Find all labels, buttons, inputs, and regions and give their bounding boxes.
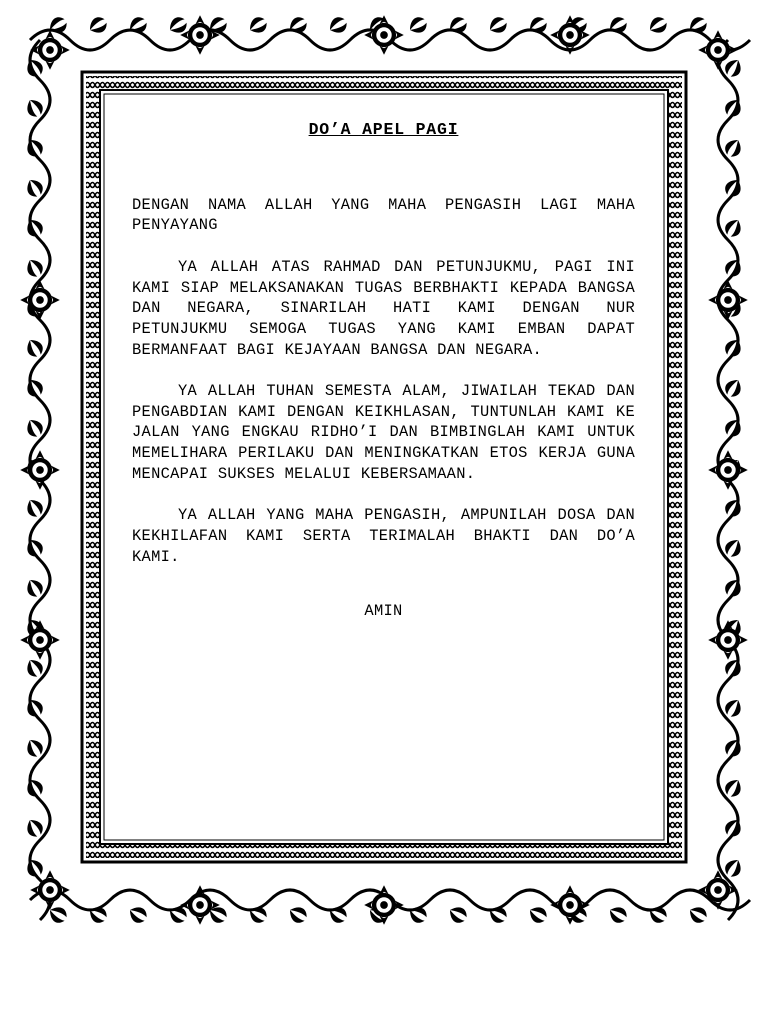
paragraph-3: YA ALLAH YANG MAHA PENGASIH, AMPUNILAH DOSA DAN KEKHILAFAN KAMI SERTA TERIMALAH BHAKTI DAN DO’A KAMI. xyxy=(132,506,635,566)
paragraph-1: YA ALLAH ATAS RAHMAD DAN PETUNJUKMU, PAGI INI KAMI SIAP MELAKSANAKAN TUGAS BERBHAKTI KEPADA BANGSA DAN NEGARA, SINARILAH HATI KAMI DENGAN NUR PETUNJUKMU SEMOGA TUGAS YANG KAMI EMBAN DAPAT BERMANFAAT BAGI KEJAYAAN BANGSA DAN NEGARA. xyxy=(132,257,635,359)
prayer-text xyxy=(132,120,635,622)
document-title: DO’A APEL PAGI xyxy=(308,120,459,139)
paragraph-opening: DENGAN NAMA ALLAH YANG MAHA PENGASIH LAGI MAHA PENYAYANG xyxy=(132,195,635,235)
paragraph-2: YA ALLAH TUHAN SEMESTA ALAM, JIWAILAH TEKAD DAN PENGABDIAN KAMI DENGAN KEIKHLASAN, TUNTUNLAH KAMI KE JALAN YANG ENGKAU RIDHO’I DAN BIMBINGLAH KAMI UNTUK MEMELIHARA PERILAKU DAN MENINGKATKAN ETOS KERJA GUNA MENCAPAI SUKSES MELALUI KEBERSAMAAN. xyxy=(132,382,635,483)
closing-amin: AMIN xyxy=(364,602,403,621)
